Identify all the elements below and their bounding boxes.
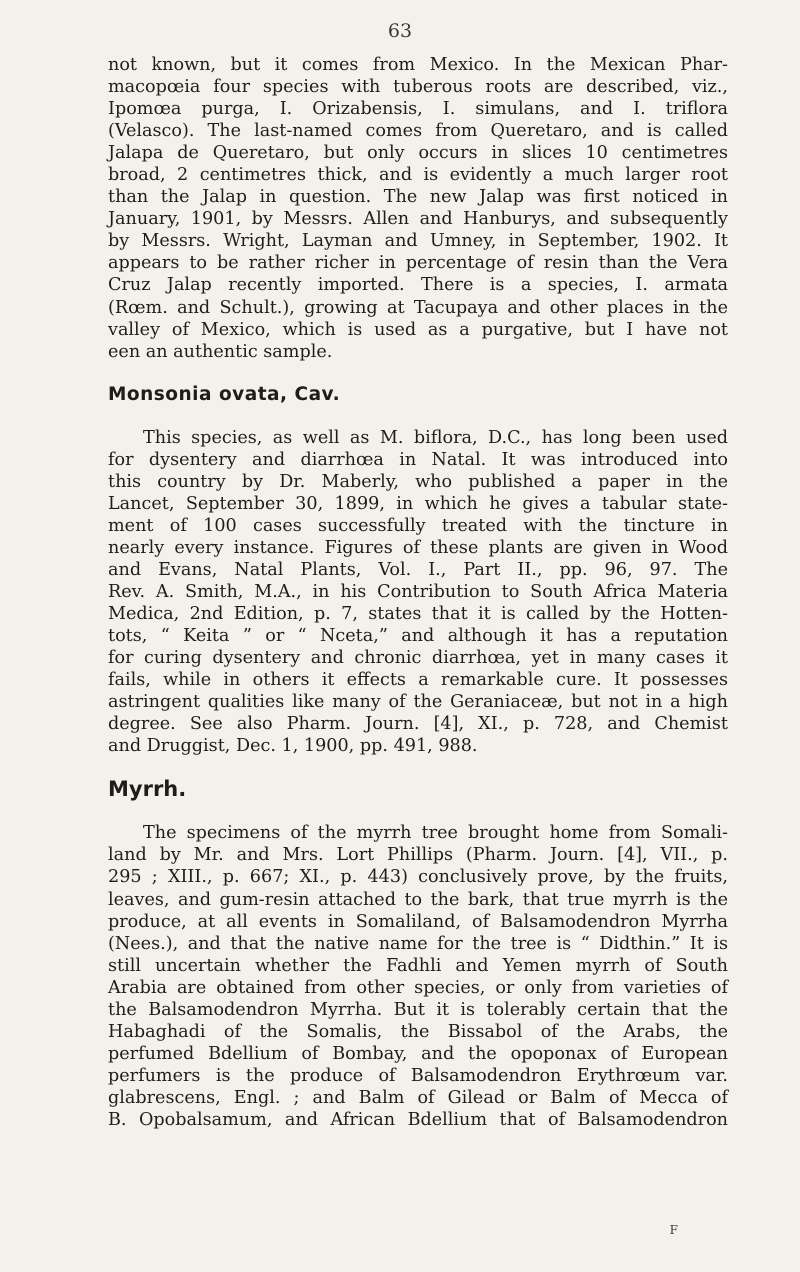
text-line: than the Jalap in question. The new Jalap was first noticed in bbox=[108, 187, 728, 208]
text-line: still uncertain whether the Fadhli and Yemen myrrh of South bbox=[108, 955, 728, 976]
text-line: (Velasco). The last-named comes from Queretaro, and is called bbox=[108, 121, 728, 142]
text-line: this country by Dr. Maberly, who published a paper in the bbox=[108, 471, 728, 492]
text-line: ment of 100 cases successfully treated with the tincture in bbox=[108, 515, 728, 536]
text-line: produce, at all events in Somaliland, of Balsamodendron Myrrha bbox=[108, 911, 728, 932]
text-line: (Nees.), and that the native name for the tree is “ Didthin.” It is bbox=[108, 933, 728, 954]
text-line: macopœia four species with tuberous roots are described, viz., bbox=[108, 77, 728, 98]
text-line: appears to be rather richer in percentage of resin than the Vera bbox=[108, 253, 728, 274]
text-line: Cruz Jalap recently imported. There is a species, I. armata bbox=[108, 275, 728, 296]
text-line: and Druggist, Dec. 1, 1900, pp. 491, 988. bbox=[108, 736, 478, 757]
text-line: January, 1901, by Messrs. Allen and Hanburys, and subsequently bbox=[108, 209, 728, 230]
text-line: Ipomœa purga, I. Orizabensis, I. simulans, and I. triflora bbox=[108, 99, 728, 120]
text-line: glabrescens, Engl. ; and Balm of Gilead or Balm of Mecca of bbox=[108, 1087, 728, 1108]
text-line: The specimens of the myrrh tree brought home from Somali- bbox=[143, 823, 728, 844]
text-line: for dysentery and diarrhœa in Natal. It was introduced into bbox=[108, 449, 728, 470]
paragraph-jalap bbox=[108, 54, 728, 363]
page-number: 63 bbox=[387, 20, 413, 42]
text-line: tots, “ Keita ” or “ Nceta,” and although it has a reputation bbox=[108, 626, 728, 647]
text-line: Habaghadi of the Somalis, the Bissabol of the Arabs, the bbox=[108, 1021, 728, 1042]
text-line: land by Mr. and Mrs. Lort Phillips (Pharm. Journ. [4], VII., p. bbox=[108, 845, 728, 866]
text-line: 295 ; XIII., p. 667; XI., p. 443) conclusively prove, by the fruits, bbox=[108, 867, 728, 888]
text-line: nearly every instance. Figures of these plants are given in Wood bbox=[108, 537, 728, 558]
text-line: for curing dysentery and chronic diarrhœa, yet in many cases it bbox=[108, 648, 728, 669]
text-line: astringent qualities like many of the Geraniaceæ, but not in a high bbox=[108, 692, 728, 713]
text-line: perfumed Bdellium of Bombay, and the opoponax of European bbox=[108, 1043, 728, 1064]
page-body bbox=[108, 54, 728, 1131]
signature-mark: F bbox=[669, 1223, 678, 1237]
text-line: broad, 2 centimetres thick, and is evidently a much larger root bbox=[108, 165, 728, 186]
text-line: degree. See also Pharm. Journ. [4], XI., p. 728, and Chemist bbox=[108, 714, 728, 735]
text-line: een an authentic sample. bbox=[108, 341, 333, 362]
text-line: valley of Mexico, which is used as a purgative, but I have not bbox=[108, 319, 728, 340]
paragraph-myrrh bbox=[108, 822, 728, 1131]
paragraph-monsonia bbox=[108, 427, 728, 758]
text-line: Medica, 2nd Edition, p. 7, states that it is called by the Hotten- bbox=[108, 604, 728, 625]
text-line: Lancet, September 30, 1899, in which he gives a tabular state- bbox=[108, 493, 728, 514]
text-line: fails, while in others it effects a remarkable cure. It possesses bbox=[108, 670, 728, 691]
text-line: the Balsamodendron Myrrha. But it is tolerably certain that the bbox=[108, 999, 728, 1020]
text-line: Jalapa de Queretaro, but only occurs in slices 10 centimetres bbox=[108, 143, 728, 164]
text-line: by Messrs. Wright, Layman and Umney, in September, 1902. It bbox=[108, 231, 728, 252]
text-line: B. Opobalsamum, and African Bdellium that of Balsamodendron bbox=[108, 1109, 728, 1130]
text-line: and Evans, Natal Plants, Vol. I., Part II., pp. 96, 97. The bbox=[108, 559, 728, 580]
text-line: (Rœm. and Schult.), growing at Tacupaya and other places in the bbox=[108, 297, 728, 318]
text-line: Rev. A. Smith, M.A., in his Contribution to South Africa Materia bbox=[108, 581, 728, 602]
text-line: perfumers is the produce of Balsamodendron Erythrœum var. bbox=[108, 1065, 728, 1086]
text-line: leaves, and gum-resin attached to the bark, that true myrrh is the bbox=[108, 889, 728, 910]
text-line: Arabia are obtained from other species, or only from varieties of bbox=[108, 977, 728, 998]
heading-myrrh: Myrrh. bbox=[108, 777, 187, 802]
heading-monsonia: Monsonia ovata, Cav. bbox=[108, 383, 341, 405]
text-line: not known, but it comes from Mexico. In the Mexican Phar- bbox=[108, 55, 728, 75]
text-line: This species, as well as M. biflora, D.C., has long been used bbox=[143, 427, 728, 448]
